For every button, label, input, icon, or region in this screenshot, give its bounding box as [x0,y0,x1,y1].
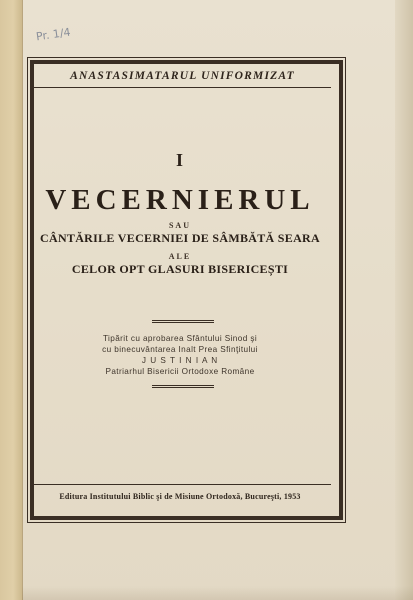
connector-ale: ALE [168,252,192,261]
subtitle-line-2: CELOR OPT GLASURI BISERICEȘTI [71,262,289,276]
divider-bottom [152,385,214,388]
approval-line-4: Patriarhul Bisericii Ortodoxe Române [105,367,255,376]
header-rule [34,87,331,88]
patriarch-name: J U S T I N I A N [141,356,219,365]
pencil-annotation: Pr. 1/4 [35,25,72,44]
binding-strip [0,0,23,600]
connector-sau: SAU [168,221,191,230]
subtitle-line-1: CÂNTĂRILE VECERNIEI DE SÂMBĂTĂ SEARA [40,231,320,245]
series-title: ANASTASIMATARUL UNIFORMIZAT [70,70,295,82]
divider-top [152,320,214,323]
volume-numeral: I [175,150,184,170]
approval-line-2: cu binecuvântarea Inalt Prea Sfinţitului [102,345,258,354]
page-edge [395,0,413,600]
publisher-imprint: Editura Institutului Biblic şi de Misiune Ortodoxă, Bucureşti, 1953 [59,492,301,501]
approval-line-1: Tipărit cu aprobarea Sfântului Sinod şi [102,334,258,343]
decorative-border-frame [30,60,343,520]
main-title: VECERNIERUL [45,184,315,216]
page-shadow [22,586,413,600]
footer-rule [34,484,331,485]
